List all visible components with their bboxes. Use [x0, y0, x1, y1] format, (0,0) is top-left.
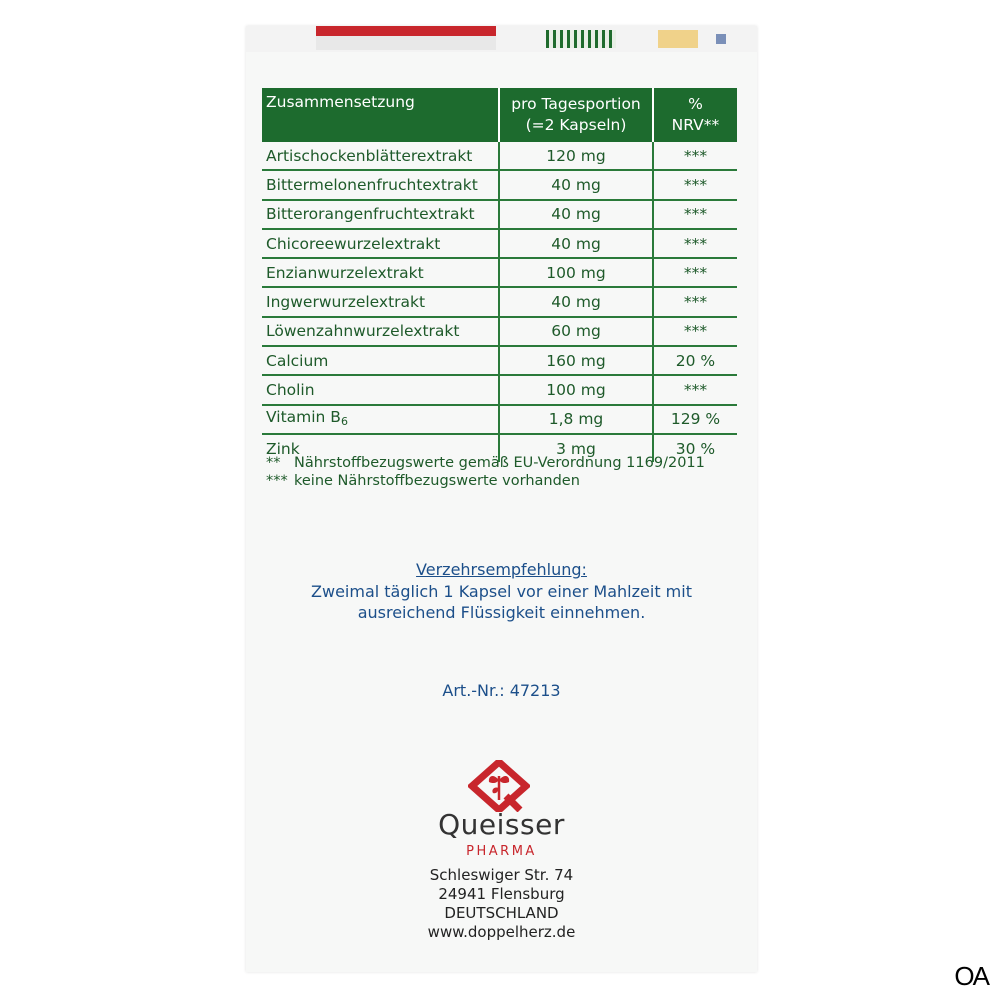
footnote-no-nrv — [266, 473, 580, 489]
table-row — [262, 258, 737, 287]
ingredient-name-text: Chicoreewurzelextrakt — [266, 234, 441, 253]
ingredient-nrv: *** — [653, 258, 737, 287]
ingredient-name-text: Cholin — [266, 381, 315, 400]
ingredient-name-text: Artischockenblätterextrakt — [266, 146, 473, 165]
address-country: DEUTSCHLAND — [444, 904, 559, 922]
ingredient-nrv: *** — [653, 142, 737, 170]
ingredient-amount: 40 mg — [499, 170, 653, 199]
ingredient-amount: 160 mg — [499, 346, 653, 375]
table-row — [262, 287, 737, 316]
flap-blue-mark — [716, 34, 726, 44]
footnote-nrv — [266, 455, 705, 471]
header-nrv-line2: NRV** — [671, 116, 720, 134]
ingredient-name-text: Vitamin B — [266, 407, 341, 426]
ingredient-name — [262, 287, 499, 316]
ingredient-name-text: Bitterorangenfruchtextrakt — [266, 205, 475, 224]
address-street: Schleswiger Str. 74 — [429, 866, 574, 884]
ingredient-name-text: Löwenzahnwurzelextrakt — [266, 322, 460, 341]
header-daily-portion-line1: pro Tagesportion — [511, 95, 641, 113]
table-row — [262, 200, 737, 229]
brand-name: Queisser — [438, 808, 565, 841]
address-website: www.doppelherz.de — [427, 923, 576, 941]
ingredient-name-text: Enzianwurzelextrakt — [266, 263, 424, 282]
ingredient-nrv: *** — [653, 317, 737, 346]
ingredient-nrv: 20 % — [653, 346, 737, 375]
ingredient-name — [262, 229, 499, 258]
ingredient-name — [262, 317, 499, 346]
ingredient-name — [262, 375, 499, 404]
ingredient-name — [262, 346, 499, 375]
ingredient-amount: 40 mg — [499, 200, 653, 229]
ingredient-nrv: *** — [653, 170, 737, 199]
ingredient-subscript: 6 — [340, 414, 348, 428]
package-top-flap — [246, 26, 757, 52]
recommendation-line1: Zweimal täglich 1 Kapsel vor einer Mahlzeit mit — [311, 582, 692, 601]
ingredient-name — [262, 142, 499, 170]
recommendation-title: Verzehrsempfehlung: — [416, 560, 587, 579]
recommendation-text — [246, 581, 757, 623]
nutrition-table — [262, 88, 737, 462]
ingredient-name-text: Ingwerwurzelextrakt — [266, 293, 426, 312]
ingredient-amount: 40 mg — [499, 287, 653, 316]
ingredient-nrv: *** — [653, 287, 737, 316]
ingredient-amount: 1,8 mg — [499, 405, 653, 434]
footnote-text: keine Nährstoffbezugswerte vorhanden — [294, 473, 580, 489]
queisser-logo-icon — [468, 760, 530, 812]
table-row — [262, 405, 737, 434]
table-row — [262, 317, 737, 346]
flap-green-print — [546, 30, 616, 48]
table-row — [262, 170, 737, 199]
ingredient-nrv: *** — [653, 375, 737, 404]
footnote-key: *** — [266, 473, 288, 489]
ingredient-name — [262, 200, 499, 229]
ingredient-nrv: 30 % — [653, 434, 737, 462]
flap-fold — [316, 36, 496, 50]
flap-gold-print — [658, 30, 698, 48]
ingredient-nrv: 129 % — [653, 405, 737, 434]
ingredient-name — [262, 170, 499, 199]
ingredient-amount: 40 mg — [499, 229, 653, 258]
ingredient-name — [262, 258, 499, 287]
recommendation-line2: ausreichend Flüssigkeit einnehmen. — [357, 603, 646, 622]
header-nrv-line1: % — [688, 95, 703, 113]
ingredient-amount: 100 mg — [499, 375, 653, 404]
header-composition: Zusammensetzung — [262, 88, 499, 142]
ingredient-name — [262, 405, 499, 434]
footnote-key: ** — [266, 455, 281, 471]
table-row — [262, 229, 737, 258]
table-row — [262, 346, 737, 375]
ingredient-amount: 100 mg — [499, 258, 653, 287]
footnote-text: Nährstoffbezugswerte gemäß EU-Verordnung 1169/2011 — [294, 455, 705, 471]
table-row — [262, 142, 737, 170]
ingredient-name-text: Bittermelonenfruchtextrakt — [266, 175, 478, 194]
header-daily-portion — [499, 88, 653, 142]
table-row — [262, 375, 737, 404]
ingredient-nrv: *** — [653, 200, 737, 229]
header-daily-portion-line2: (=2 Kapseln) — [525, 116, 627, 134]
corner-watermark: OA — [954, 961, 988, 991]
address-city: 24941 Flensburg — [438, 885, 565, 903]
table-header-row — [262, 88, 737, 142]
ingredient-name-text: Zink — [266, 439, 300, 458]
brand-subtitle: PHARMA — [466, 844, 537, 859]
header-nrv — [653, 88, 737, 142]
address-block — [246, 866, 757, 942]
ingredient-nrv: *** — [653, 229, 737, 258]
ingredient-amount: 120 mg — [499, 142, 653, 170]
ingredient-amount: 60 mg — [499, 317, 653, 346]
article-number: Art.-Nr.: 47213 — [442, 681, 561, 700]
ingredient-amount: 3 mg — [499, 434, 653, 462]
ingredient-name-text: Calcium — [266, 351, 329, 370]
